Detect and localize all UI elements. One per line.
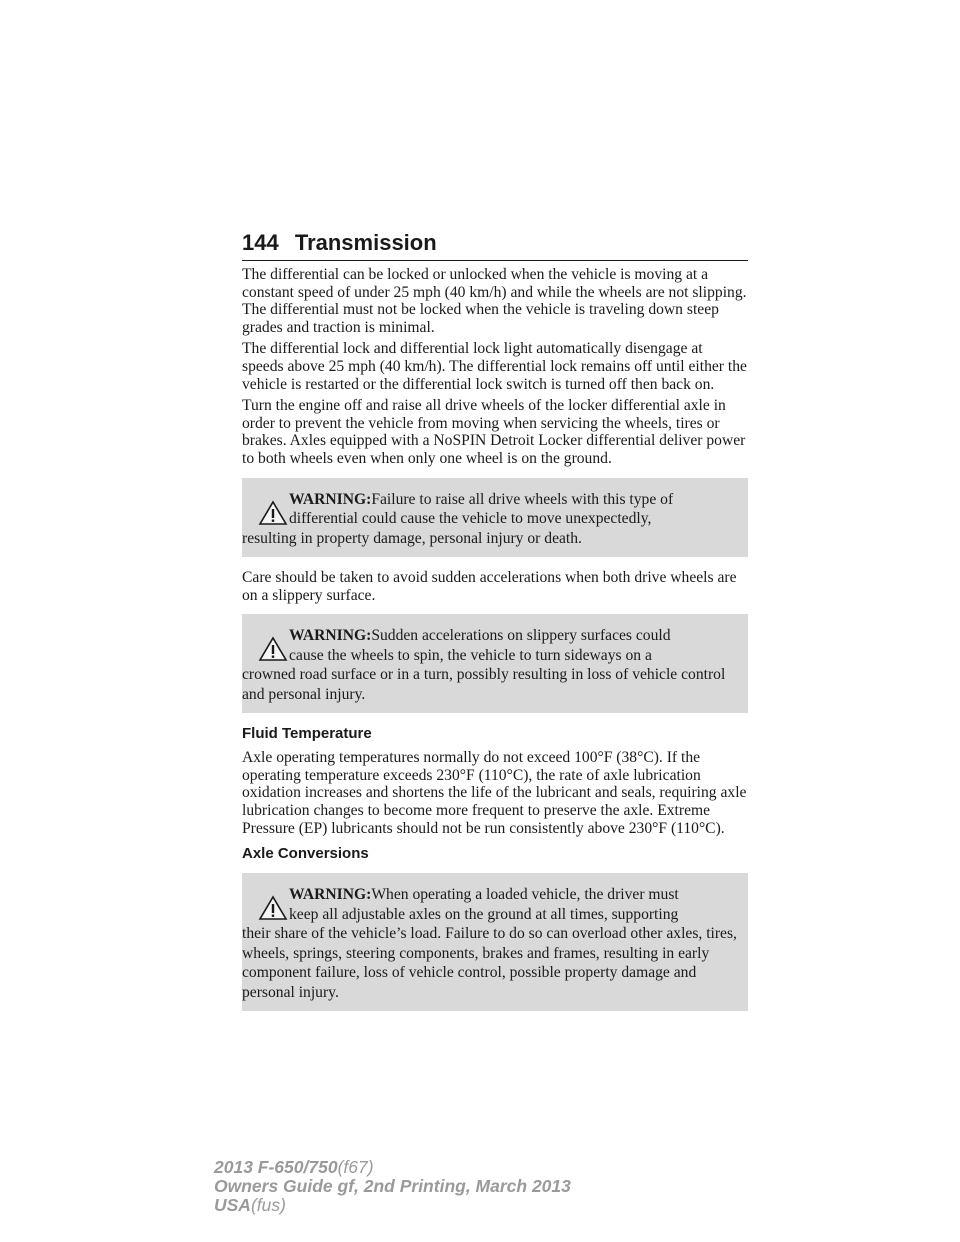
- warning-label: WARNING:: [289, 627, 372, 645]
- paragraph-servicing-wheels: Turn the engine off and raise all drive wheels of the locker differential axle in order to prevent the vehicle from moving when servicing the wheels, tires or brakes. Axles equipped with a NoSPIN Detroit Locker differential deliver power to both wheels even when only one wheel is on the ground.: [242, 397, 746, 467]
- page-footer: [214, 1158, 571, 1215]
- warning-first-line: WARNING:Sudden accelerations on slippery surfaces could: [289, 627, 671, 645]
- section-heading-fluid-temperature: Fluid Temperature: [242, 725, 372, 743]
- warning-rest: their share of the vehicle’s load. Failure to do so can overload other axles, tires, wheels, springs, steering components, brakes and frames, resulting in early component failure, loss of vehicle control, possible property damage and personal injury.: [242, 925, 737, 1001]
- warning-text: [242, 885, 740, 1002]
- warning-text: [242, 490, 740, 549]
- warning-box: [242, 873, 748, 1011]
- page-content: [242, 266, 748, 1023]
- footer-line-printing: Owners Guide gf, 2nd Printing, March 2013: [214, 1176, 571, 1196]
- warning-rest: resulting in property damage, personal injury or death.: [242, 529, 582, 547]
- warning-rest: crowned road surface or in a turn, possibly resulting in loss of vehicle control and personal injury.: [242, 666, 726, 703]
- warning-label: WARNING:: [289, 886, 372, 904]
- warning-label: WARNING:: [289, 490, 372, 508]
- warning-box: [242, 614, 748, 713]
- warning-triangle-icon: [258, 500, 288, 526]
- chapter-title: Transmission: [294, 230, 437, 255]
- warning-box: [242, 478, 748, 558]
- paragraph-differential-disengage: The differential lock and differential lock light automatically disengage at speeds above 25 mph (40 km/h). The differential lock remains off until either the vehicle is restarted or the differential lock switch is turned off then back on.: [242, 340, 747, 393]
- footer-line-model: 2013 F-650/750(f67): [214, 1157, 374, 1177]
- page-header: [242, 226, 748, 261]
- section-heading-axle-conversions: Axle Conversions: [242, 845, 369, 863]
- footer-line-region: USA(fus): [214, 1195, 286, 1215]
- warning-second-line: differential could cause the vehicle to move unexpectedly,: [289, 510, 652, 528]
- warning-second-line: cause the wheels to spin, the vehicle to turn sideways on a: [289, 646, 652, 664]
- paragraph-sudden-accelerations: Care should be taken to avoid sudden accelerations when both drive wheels are on a slippery surface.: [242, 569, 737, 604]
- warning-second-line: keep all adjustable axles on the ground at all times, supporting: [289, 905, 679, 923]
- warning-triangle-icon: [258, 636, 288, 662]
- warning-triangle-icon: [258, 895, 288, 921]
- page-number: 144: [242, 230, 279, 255]
- paragraph-differential-lock-speed: The differential can be locked or unlocked when the vehicle is moving at a constant speed of under 25 mph (40 km/h) and while the wheels are not slipping. The differential must not be locked when the vehicle is traveling down steep grades and traction is minimal.: [242, 266, 747, 336]
- warning-first-line: WARNING:When operating a loaded vehicle, the driver must: [289, 886, 679, 904]
- warning-first-line: WARNING:Failure to raise all drive wheels with this type of: [289, 490, 674, 508]
- paragraph-fluid-temperature: Axle operating temperatures normally do not exceed 100°F (38°C). If the operating temperature exceeds 230°F (110°C), the rate of axle lubrication oxidation increases and shortens the life of the lubricant and seals, requiring axle lubrication changes to become more frequent to preserve the axle. Extreme Pressure (EP) lubricants should not be run consistently above 230°F (110°C).: [242, 749, 747, 837]
- warning-text: [242, 626, 740, 704]
